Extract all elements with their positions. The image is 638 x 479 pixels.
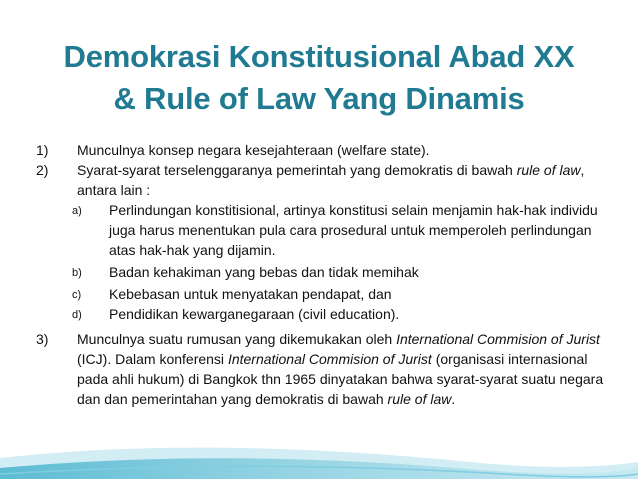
item-text-italic: rule of law bbox=[516, 162, 581, 178]
sub-letter: d) bbox=[72, 309, 82, 321]
sub-letter: b) bbox=[72, 267, 82, 279]
title-line-2: & Rule of Law Yang Dinamis bbox=[113, 81, 525, 116]
sub-item-b bbox=[72, 262, 616, 282]
item-text-part: Syarat-syarat terselenggaranya pemerintah yang demokratis di bawah bbox=[77, 162, 517, 178]
item-text-part: , antara lain : bbox=[77, 162, 585, 198]
list-item-1 bbox=[36, 140, 616, 160]
sub-text: Pendidikan kewarganegaraan (civil education). bbox=[109, 306, 400, 322]
item-text: Munculnya konsep negara kesejahteraan (welfare state). bbox=[77, 142, 430, 158]
title-line-1: Demokrasi Konstitusional Abad XX bbox=[63, 39, 575, 74]
sub-text: Perlindungan konstitisional, artinya konstitusi selain menjamin hak-hak individu juga harus menentukan pula cara prosedural untuk memperoleh perlindungan atas hak-hak yang dijamin. bbox=[109, 202, 598, 258]
item-text-part: . bbox=[451, 391, 456, 407]
item-text-part: (ICJ). Dalam konferensi bbox=[77, 351, 228, 367]
item-text bbox=[77, 160, 616, 200]
item-text-italic: rule of law bbox=[387, 391, 452, 407]
sub-text: Badan kehakiman yang bebas dan tidak memihak bbox=[109, 264, 419, 280]
sub-item-a bbox=[72, 200, 616, 260]
item-text-part: Munculnya suatu rumusan yang dikemukakan oleh bbox=[77, 331, 397, 347]
item-number: 3) bbox=[36, 331, 49, 347]
sub-letter: c) bbox=[72, 289, 82, 301]
slide-title bbox=[14, 36, 624, 120]
item-text-italic: International Commision of Jurist bbox=[396, 331, 600, 347]
item-text bbox=[77, 329, 616, 409]
item-number: 1) bbox=[36, 142, 49, 158]
sub-text: Kebebasan untuk menyatakan pendapat, dan bbox=[109, 286, 392, 302]
sub-letter: a) bbox=[72, 205, 82, 217]
list-item-3 bbox=[36, 329, 616, 409]
content-list bbox=[36, 140, 616, 409]
sub-item-d bbox=[72, 304, 616, 324]
item-text-part: (organisasi internasional pada ahli hukum) di Bangkok thn 1965 dinyatakan bahwa syarat-syarat suatu negara dan dan pemerintahan yang demokratis di bawah bbox=[77, 351, 604, 407]
item-number: 2) bbox=[36, 162, 49, 178]
list-item-2 bbox=[36, 160, 616, 324]
sub-item-c bbox=[72, 284, 616, 304]
item-text-italic: International Commision of Jurist bbox=[227, 351, 432, 367]
